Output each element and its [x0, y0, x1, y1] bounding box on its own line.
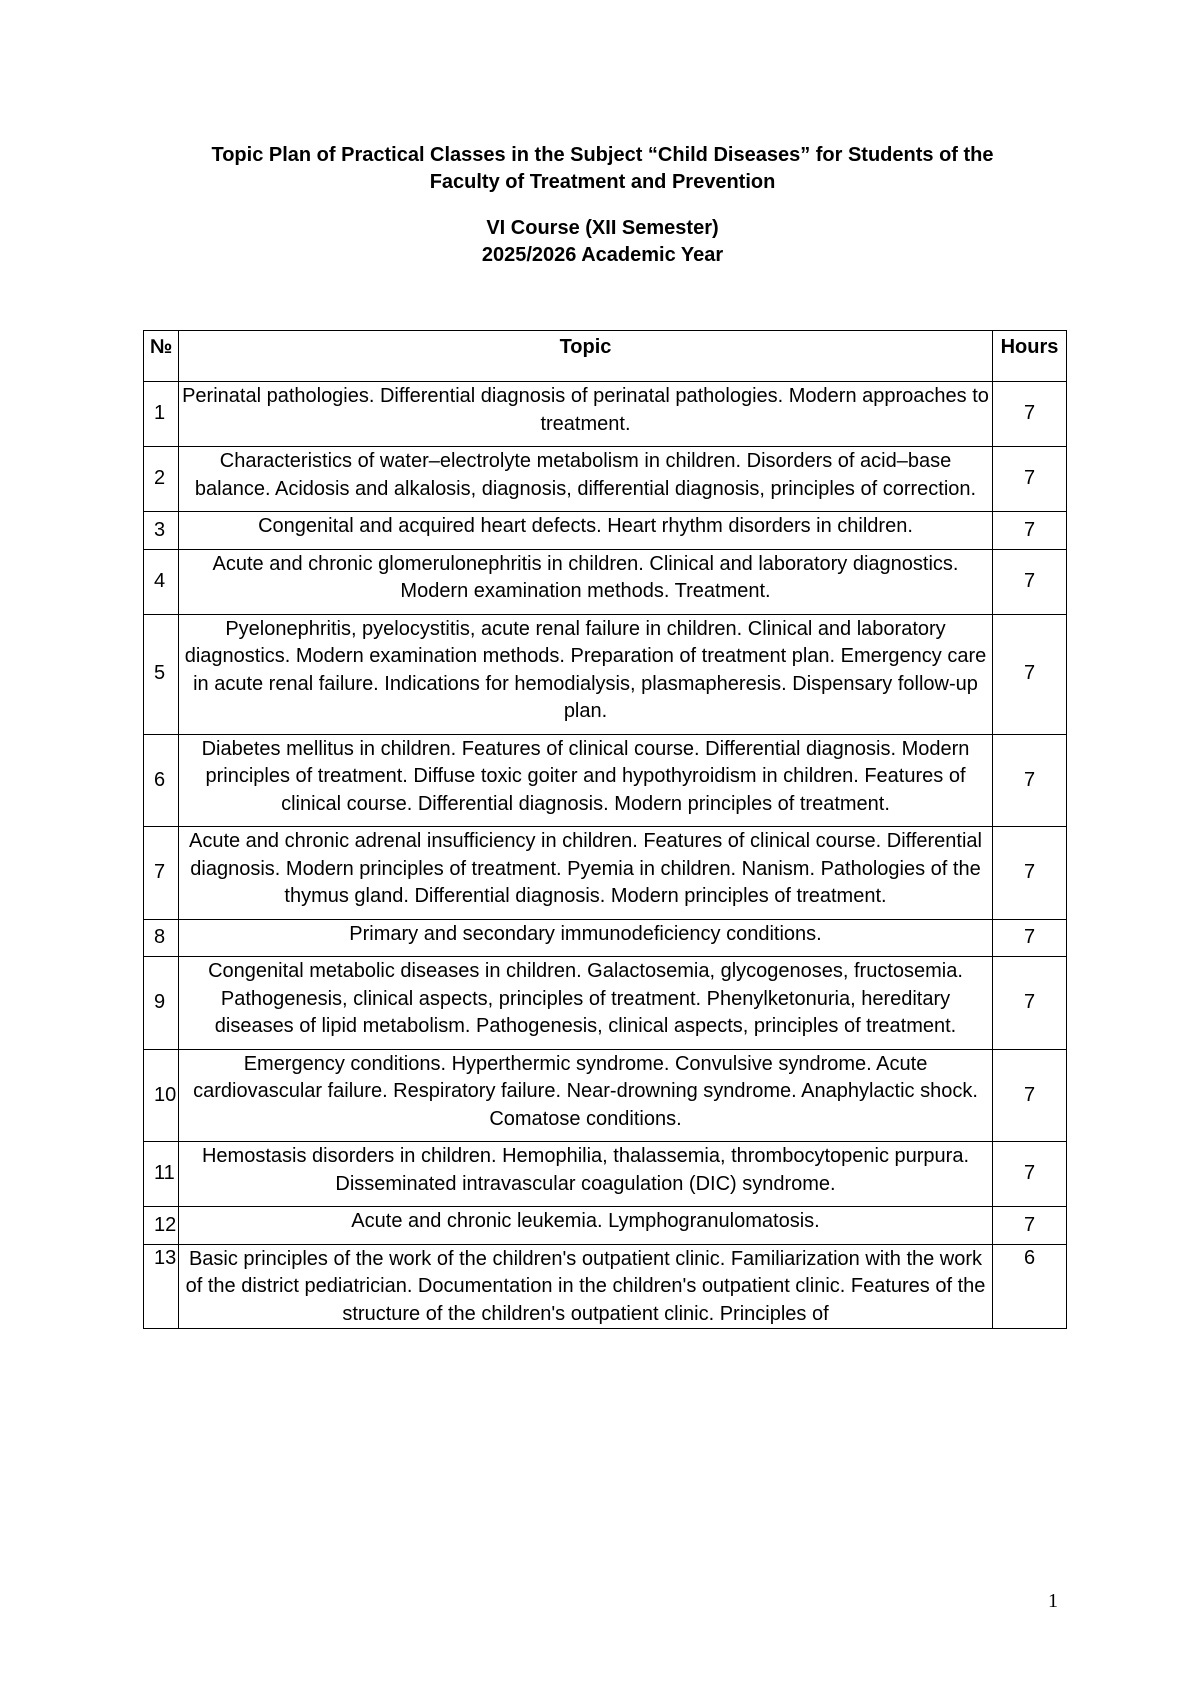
row-number: 1: [144, 382, 179, 447]
row-number: 10: [144, 1049, 179, 1142]
document-heading: [130, 142, 1075, 269]
row-topic: Emergency conditions. Hyperthermic syndrome. Convulsive syndrome. Acute cardiovascular failure. Respiratory failure. Near-drowning syndrome. Anaphylactic shock. Comatose conditions.: [179, 1049, 993, 1142]
row-hours: 7: [993, 919, 1067, 957]
row-topic: Characteristics of water–electrolyte metabolism in children. Disorders of acid–base balance. Acidosis and alkalosis, diagnosis, differential diagnosis, principles of correction.: [179, 447, 993, 512]
row-hours: 7: [993, 614, 1067, 734]
row-number: 2: [144, 447, 179, 512]
page-number: 1: [1048, 1590, 1058, 1612]
row-topic: Acute and chronic glomerulonephritis in children. Clinical and laboratory diagnostics. Modern examination methods. Treatment.: [179, 549, 993, 614]
row-number: 13: [144, 1244, 179, 1329]
row-topic: Perinatal pathologies. Differential diagnosis of perinatal pathologies. Modern approaches to treatment.: [179, 382, 993, 447]
table-row: [144, 1244, 1067, 1329]
table-row: [144, 447, 1067, 512]
table-row: [144, 1142, 1067, 1207]
row-topic: Hemostasis disorders in children. Hemophilia, thalassemia, thrombocytopenic purpura. Disseminated intravascular coagulation (DIC) syndrome.: [179, 1142, 993, 1207]
row-number: 11: [144, 1142, 179, 1207]
topic-plan-table: [143, 330, 1067, 1329]
row-number: 12: [144, 1207, 179, 1245]
course-label: VI Course (XII Semester): [486, 217, 719, 239]
row-hours: 7: [993, 1142, 1067, 1207]
row-number: 4: [144, 549, 179, 614]
header-number: №: [144, 331, 179, 382]
row-topic: Congenital metabolic diseases in children. Galactosemia, glycogenoses, fructosemia. Pathogenesis, clinical aspects, principles of treatment. Phenylketonuria, hereditary diseases of lipid metabolism. Pathogenesis, clinical aspects, principles of treatment.: [179, 957, 993, 1050]
table-row: [144, 1049, 1067, 1142]
row-number: 9: [144, 957, 179, 1050]
table-row: [144, 549, 1067, 614]
row-topic: Primary and secondary immunodeficiency conditions.: [179, 919, 993, 957]
row-hours: 7: [993, 447, 1067, 512]
table-row: [144, 512, 1067, 550]
title-line-1: Topic Plan of Practical Classes in the Subject “Child Diseases” for Students of the: [211, 144, 994, 166]
table-row: [144, 382, 1067, 447]
table-row: [144, 957, 1067, 1050]
row-hours: 7: [993, 1207, 1067, 1245]
header-topic: Topic: [179, 331, 993, 382]
table-row: [144, 1207, 1067, 1245]
table-row: [144, 919, 1067, 957]
row-topic: Acute and chronic adrenal insufficiency in children. Features of clinical course. Differential diagnosis. Modern principles of treatment. Pyemia in children. Nanism. Pathologies of the thymus gland. Differential diagnosis. Modern principles of treatment.: [179, 827, 993, 920]
row-hours: 7: [993, 549, 1067, 614]
row-topic: Basic principles of the work of the children's outpatient clinic. Familiarization with the work of the district pediatrician. Documentation in the children's outpatient clinic. Features of the structure of the children's outpatient clinic. Principles of: [179, 1244, 993, 1329]
row-hours: 7: [993, 382, 1067, 447]
row-hours: 7: [993, 1049, 1067, 1142]
row-number: 5: [144, 614, 179, 734]
table-row: [144, 614, 1067, 734]
row-hours: 6: [993, 1244, 1067, 1329]
course-info: [130, 215, 1075, 269]
row-topic: Diabetes mellitus in children. Features of clinical course. Differential diagnosis. Modern principles of treatment. Diffuse toxic goiter and hypothyroidism in children. Features of clinical course. Differential diagnosis. Modern principles of treatment.: [179, 734, 993, 827]
row-hours: 7: [993, 957, 1067, 1050]
row-hours: 7: [993, 827, 1067, 920]
row-number: 8: [144, 919, 179, 957]
academic-year-label: 2025/2026 Academic Year: [481, 244, 724, 266]
row-number: 3: [144, 512, 179, 550]
row-hours: 7: [993, 734, 1067, 827]
table-row: [144, 827, 1067, 920]
table-header-row: [144, 331, 1067, 382]
title-line-2: Faculty of Treatment and Prevention: [429, 171, 776, 193]
row-topic: Congenital and acquired heart defects. Heart rhythm disorders in children.: [179, 512, 993, 550]
header-hours: Hours: [993, 331, 1067, 382]
row-number: 7: [144, 827, 179, 920]
row-topic: Pyelonephritis, pyelocystitis, acute renal failure in children. Clinical and laboratory diagnostics. Modern examination methods. Preparation of treatment plan. Emergency care in acute renal failure. Indications for hemodialysis, plasmapheresis. Dispensary follow-up plan.: [179, 614, 993, 734]
table-row: [144, 734, 1067, 827]
row-hours: 7: [993, 512, 1067, 550]
row-topic: Acute and chronic leukemia. Lymphogranulomatosis.: [179, 1207, 993, 1245]
row-number: 6: [144, 734, 179, 827]
